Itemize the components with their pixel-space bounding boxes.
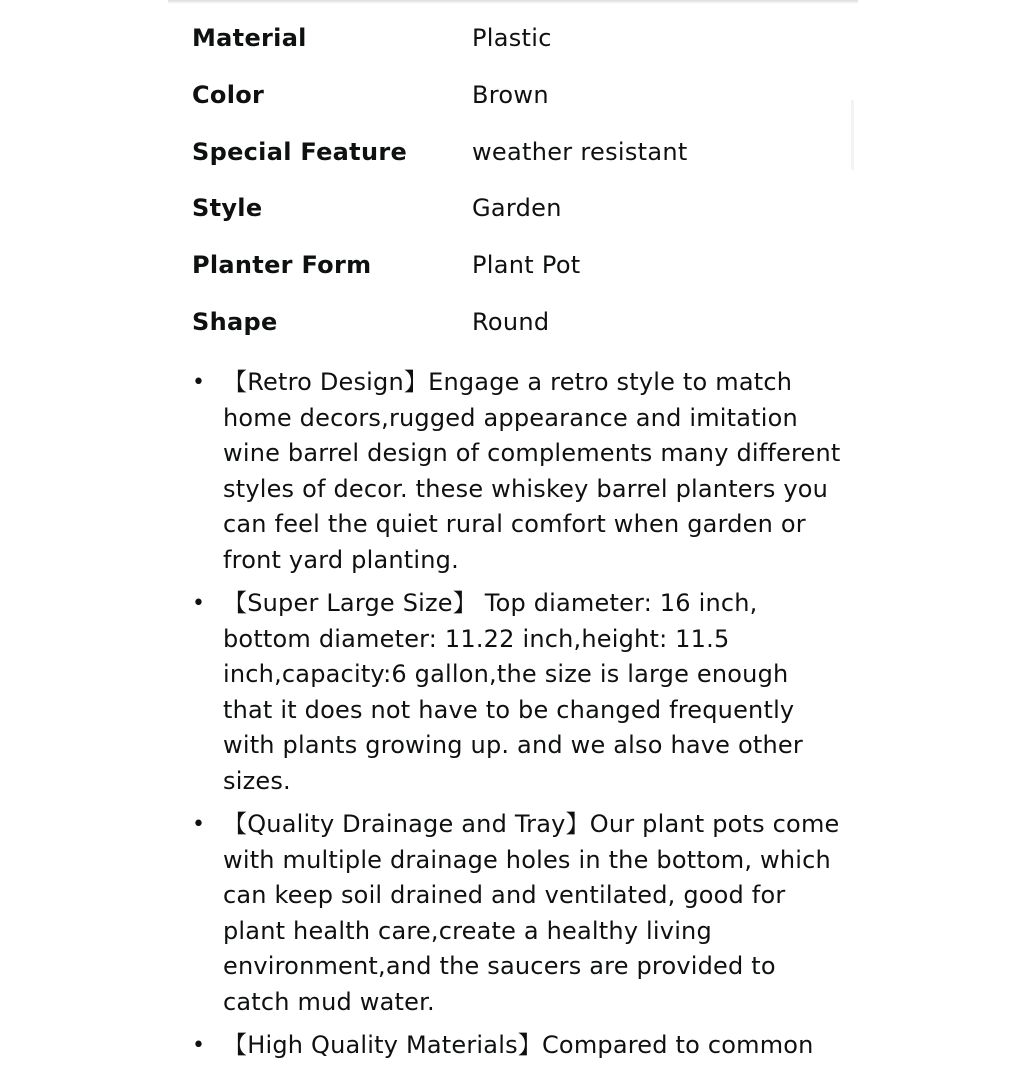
bullet-dot-icon: • [192,591,206,616]
spec-row-shape [192,293,832,350]
spec-row-color [192,67,832,124]
feature-bullet-retro-design [192,365,842,578]
bullet-text: 【High Quality Materials】Compared to common [223,1031,814,1059]
scroll-edge [851,100,854,170]
product-specs-table [192,10,832,350]
feature-bullet-list [192,365,842,1072]
bullet-dot-icon: • [192,1033,206,1058]
bullet-text: 【Quality Drainage and Tray】Our plant pots come with multiple drainage holes in the bottom, which can keep soil drained and ventilated, good for plant health care,create a healthy living environment,and the saucers are provided to catch mud water. [223,810,840,1016]
spec-value: Garden [472,194,562,223]
top-shadow-divider [168,0,858,4]
spec-value: Plastic [472,24,552,53]
spec-value: Round [472,307,550,336]
spec-value: weather resistant [472,137,688,166]
feature-bullet-high-quality-materials [192,1028,842,1064]
feature-bullet-super-large-size [192,586,842,799]
bullet-text: 【Retro Design】Engage a retro style to match home decors,rugged appearance and imitation wine barrel design of complements many different styles of decor. these whiskey barrel planters you can feel the quiet rural comfort when garden or front yard planting. [223,368,841,574]
bullet-dot-icon: • [192,370,206,395]
spec-row-style [192,180,832,237]
spec-value: Brown [472,81,549,110]
bullet-text: 【Super Large Size】 Top diameter: 16 inch, bottom diameter: 11.22 inch,height: 11.5 inch,capacity:6 gallon,the size is large enough that it does not have to be changed frequently with plants growing up. and we also have other sizes. [223,589,803,795]
spec-key: Style [192,194,263,223]
spec-key: Color [192,81,265,110]
spec-row-material [192,10,832,67]
spec-key: Material [192,24,307,53]
feature-bullet-quality-drainage [192,807,842,1020]
spec-key: Special Feature [192,137,408,166]
bullet-dot-icon: • [192,812,206,837]
spec-row-planter-form [192,237,832,294]
spec-key: Shape [192,307,278,336]
spec-key: Planter Form [192,251,372,280]
spec-row-special-feature [192,123,832,180]
spec-value: Plant Pot [472,251,581,280]
